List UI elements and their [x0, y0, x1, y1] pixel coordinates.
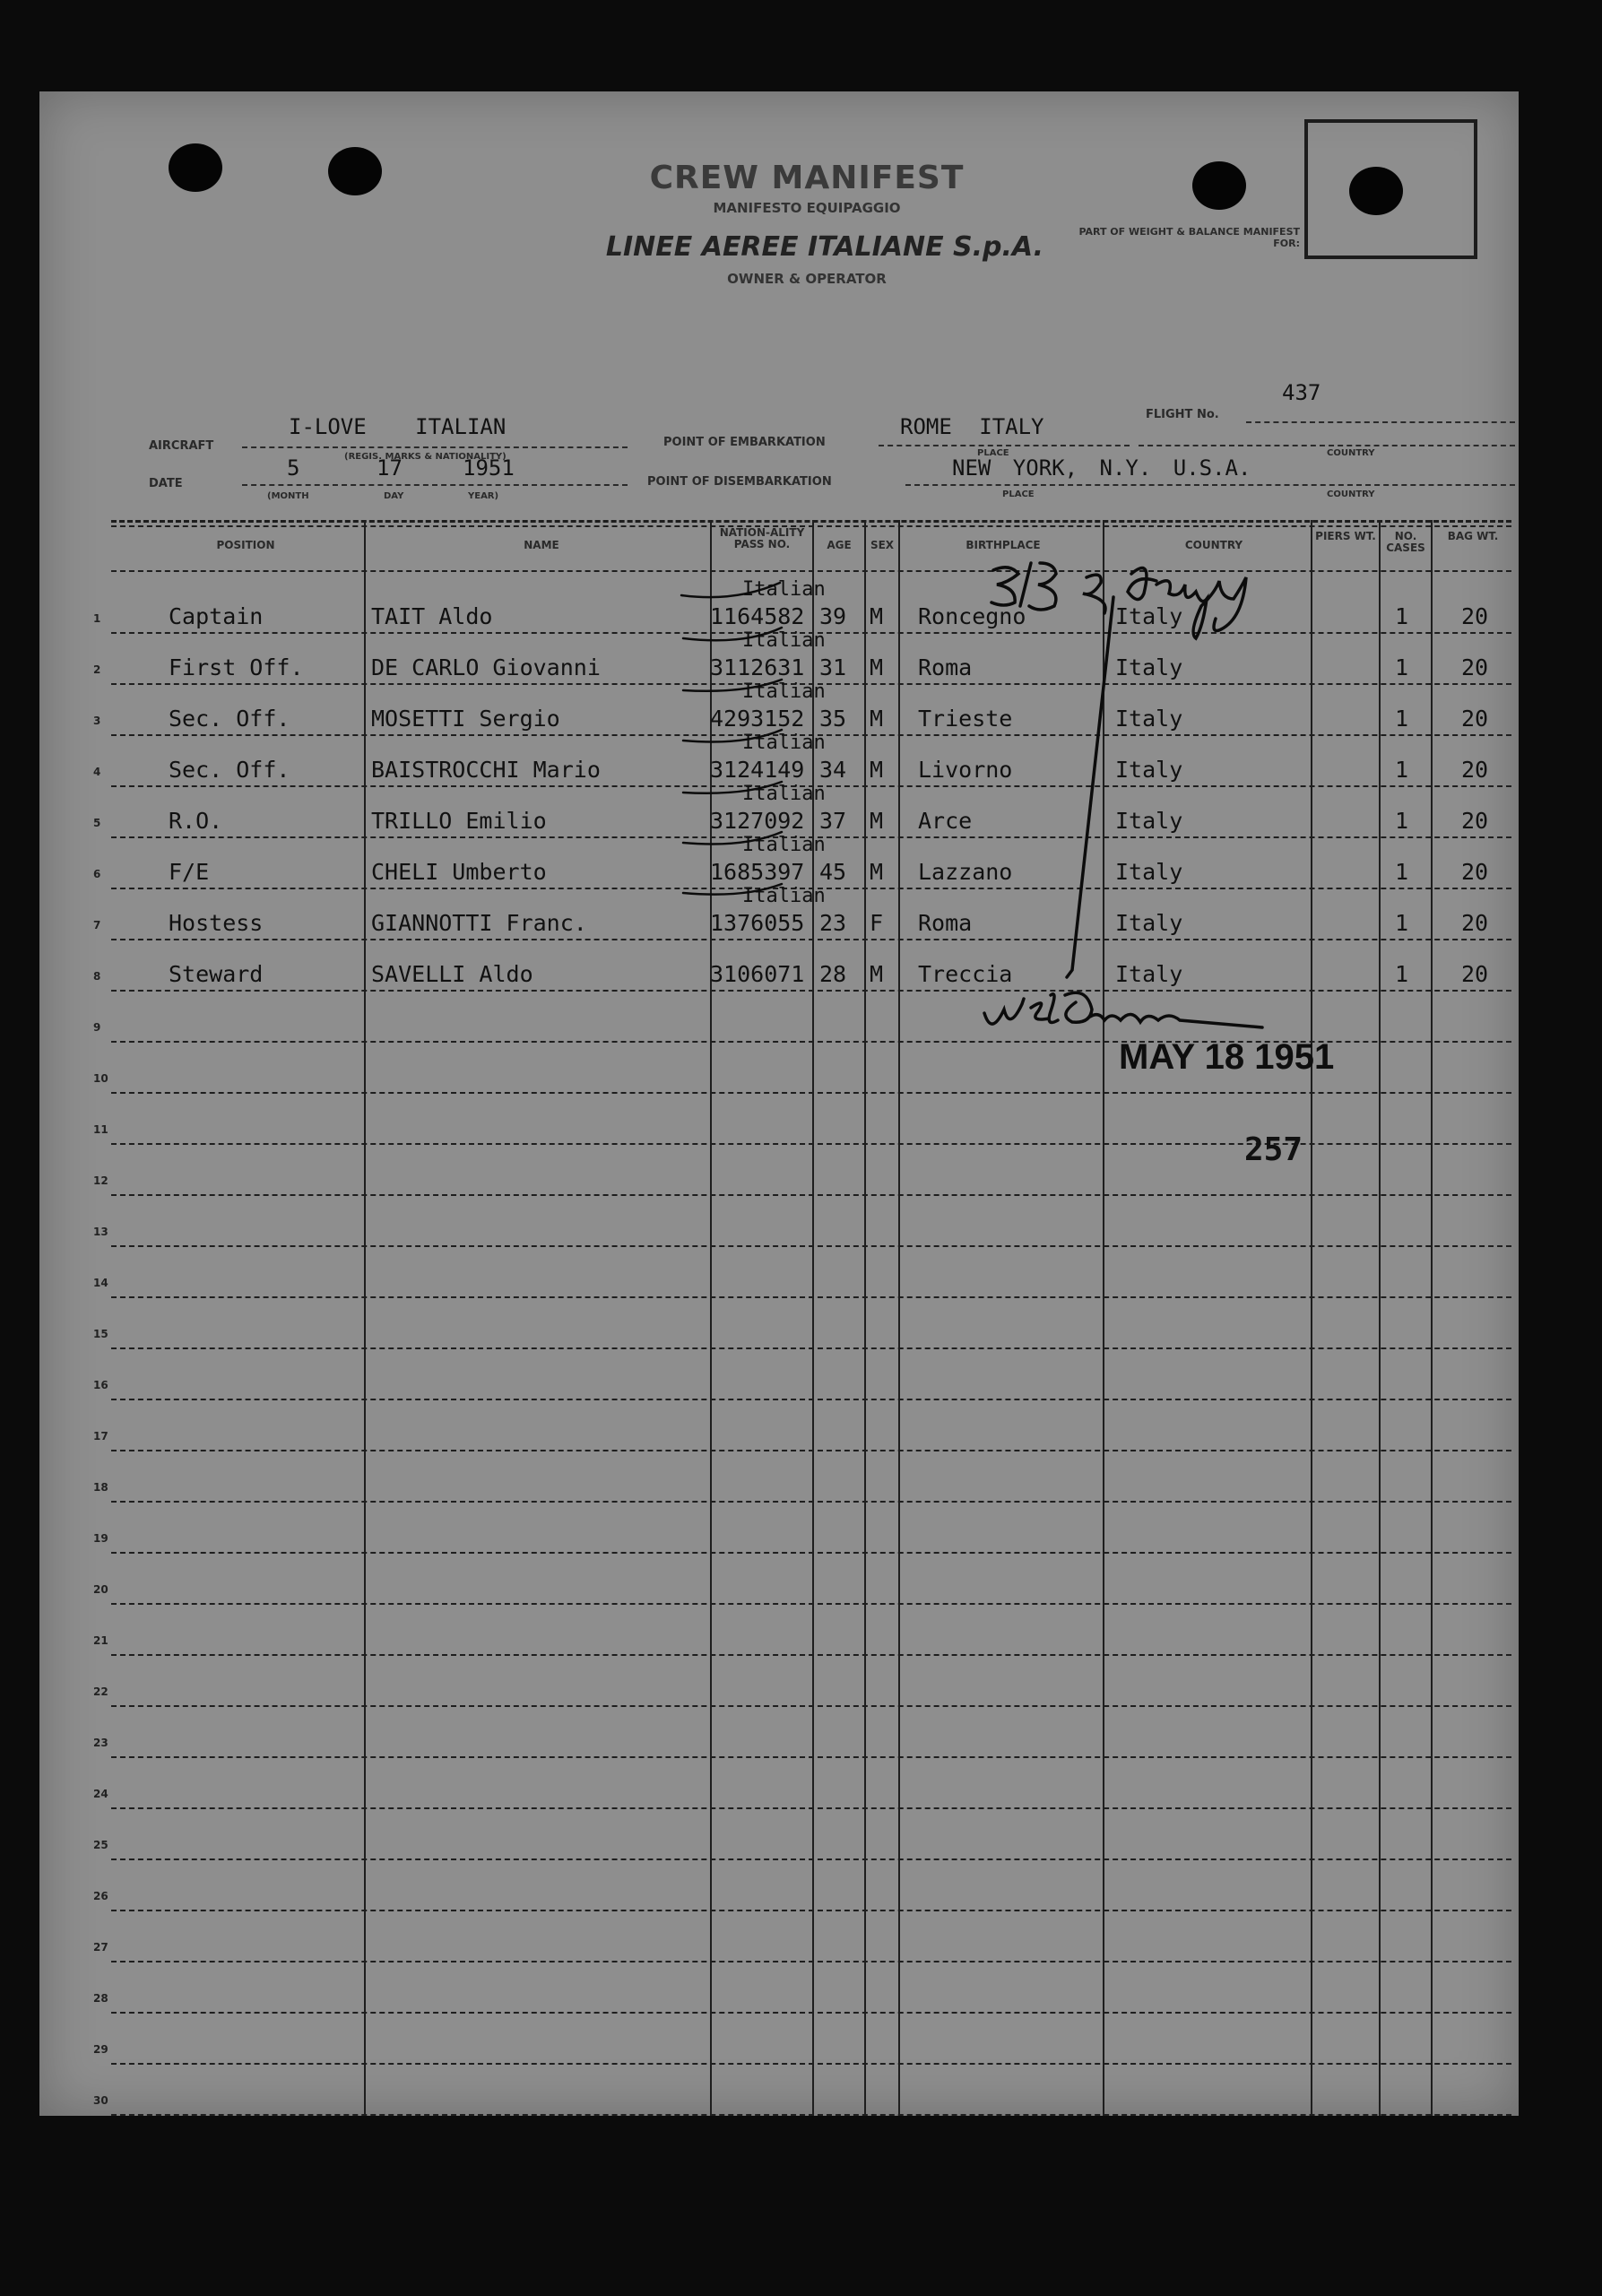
flight-number-value: 437	[1282, 380, 1321, 405]
row-number: 27	[93, 1941, 108, 1954]
row-number: 9	[93, 1021, 101, 1034]
row-number: 20	[93, 1583, 108, 1596]
row-number: 15	[93, 1328, 108, 1340]
airline-logo-text: LINEE AEREE ITALIANE S.p.A.	[605, 231, 1044, 263]
nationality-scribble-7	[683, 884, 782, 895]
crew-name: SAVELLI Aldo	[371, 961, 533, 987]
col-header-country: COUNTRY	[1184, 539, 1243, 551]
row-number: 28	[93, 1992, 108, 2005]
crew-sex: M	[870, 603, 884, 629]
crew-pass: 1685397	[710, 859, 805, 885]
row-number: 4	[93, 766, 101, 778]
crew-position: Hostess	[169, 910, 264, 936]
crew-country: Italy	[1115, 808, 1183, 834]
crew-sex: M	[870, 859, 884, 885]
embarkation-place-label: PLACE	[977, 448, 1009, 458]
row-number: 11	[93, 1123, 108, 1136]
crew-pass: 4293152	[710, 706, 805, 732]
embarkation-label: POINT OF EMBARKATION	[663, 436, 826, 449]
crew-nationality: Italian	[742, 885, 826, 907]
crew-age: 28	[819, 961, 847, 987]
row-number: 6	[93, 868, 101, 880]
crew-name: TRILLO Emilio	[371, 808, 547, 834]
nationality-scribble-5	[683, 782, 782, 793]
aircraft-label: AIRCRAFT	[149, 439, 214, 453]
crew-country: Italy	[1115, 654, 1183, 680]
crew-sex: M	[870, 757, 884, 783]
col-header-piers-wt: PIERS WT.	[1315, 530, 1376, 542]
row-number: 30	[93, 2094, 108, 2107]
weight-balance-note: PART OF WEIGHT & BALANCE MANIFEST FOR:	[1078, 226, 1300, 249]
page-subtitle: MANIFESTO EQUIPAGGIO	[713, 200, 901, 216]
crew-position: F/E	[169, 859, 210, 885]
crew-bag-wt: 20	[1461, 757, 1489, 783]
crew-nationality: Italian	[742, 783, 826, 805]
crew-name: DE CARLO Giovanni	[371, 654, 601, 680]
crew-age: 34	[819, 757, 847, 783]
crew-cases: 1	[1395, 757, 1409, 783]
col-header-no-cases: NO. CASES	[1386, 530, 1425, 554]
embarkation-value: ROME ITALY	[900, 414, 1044, 439]
row-number: 2	[93, 663, 101, 676]
row-number: 3	[93, 715, 101, 727]
crew-position: Steward	[169, 961, 264, 987]
crew-birthplace: Livorno	[918, 757, 1013, 783]
month-label: (MONTH	[267, 491, 309, 501]
col-header-bag-wt: BAG WT.	[1447, 530, 1499, 542]
row-number: 24	[93, 1788, 108, 1800]
crew-cases: 1	[1395, 706, 1409, 732]
crew-cases: 1	[1395, 654, 1409, 680]
row-number: 22	[93, 1685, 108, 1698]
crew-cases: 1	[1395, 859, 1409, 885]
crew-nationality: Italian	[742, 680, 826, 703]
crew-position: Sec. Off.	[169, 706, 290, 732]
date-year: 1951	[463, 455, 515, 481]
crew-country: Italy	[1115, 757, 1183, 783]
row-number: 18	[93, 1481, 108, 1494]
disembarkation-value: NEW YORK, N.Y. U.S.A.	[952, 455, 1251, 481]
col-header-age: AGE	[827, 539, 852, 551]
crew-sex: M	[870, 961, 884, 987]
disembarkation-label: POINT OF DISEMBARKATION	[647, 475, 832, 489]
crew-pass: 1164582	[710, 603, 805, 629]
col-header-birthplace: BIRTHPLACE	[966, 539, 1041, 551]
date-label: DATE	[149, 477, 183, 490]
aircraft-sub-label: (REGIS. MARKS & NATIONALITY)	[344, 452, 507, 462]
crew-name: BAISTROCCHI Mario	[371, 757, 601, 783]
crew-position: Sec. Off.	[169, 757, 290, 783]
page-title: CREW MANIFEST	[649, 160, 965, 196]
crew-birthplace: Arce	[918, 808, 973, 834]
crew-cases: 1	[1395, 910, 1409, 936]
row-number: 26	[93, 1890, 108, 1902]
crew-pass: 1376055	[710, 910, 805, 936]
row-number: 13	[93, 1226, 108, 1238]
row-number: 19	[93, 1532, 108, 1545]
crew-country: Italy	[1115, 603, 1183, 629]
crew-bag-wt: 20	[1461, 808, 1489, 834]
nationality-scribble-3	[683, 680, 782, 691]
crew-name: TAIT Aldo	[371, 603, 493, 629]
date-received-stamp: MAY 18 1951	[1119, 1037, 1335, 1077]
crew-age: 23	[819, 910, 847, 936]
crew-bag-wt: 20	[1461, 654, 1489, 680]
row-number: 23	[93, 1737, 108, 1749]
crew-sex: M	[870, 808, 884, 834]
disembarkation-place-label: PLACE	[1002, 490, 1035, 499]
nationality-scribble-6	[683, 832, 782, 845]
crew-birthplace: Roma	[918, 654, 973, 680]
crew-age: 31	[819, 654, 847, 680]
nationality-scribble-1	[681, 583, 780, 597]
crew-birthplace: Roncegno	[918, 603, 1026, 629]
embarkation-country-label: COUNTRY	[1327, 448, 1375, 458]
aircraft-value: I-LOVE ITALIAN	[289, 414, 507, 439]
col-header-name: NAME	[524, 539, 559, 551]
crew-age: 39	[819, 603, 847, 629]
crew-country: Italy	[1115, 910, 1183, 936]
crew-cases: 1	[1395, 961, 1409, 987]
col-header-nationality: NATION-ALITY PASS NO.	[719, 526, 805, 550]
handwritten-note	[992, 563, 1246, 638]
col-header-sex: SEX	[870, 539, 895, 551]
row-number: 1	[93, 612, 101, 625]
owner-operator-label: OWNER & OPERATOR	[727, 271, 887, 287]
crew-sex: F	[870, 910, 884, 936]
crew-age: 45	[819, 859, 847, 885]
crew-position: R.O.	[169, 808, 223, 834]
row-number: 16	[93, 1379, 108, 1391]
crew-pass: 3112631	[710, 654, 805, 680]
row-number: 10	[93, 1072, 108, 1085]
crew-nationality: Italian	[742, 578, 826, 601]
row-number: 29	[93, 2043, 108, 2056]
disembarkation-country-label: COUNTRY	[1327, 490, 1375, 499]
crew-country: Italy	[1115, 859, 1183, 885]
crew-country: Italy	[1115, 961, 1183, 987]
row-number: 14	[93, 1277, 108, 1289]
row-number: 21	[93, 1634, 108, 1647]
crew-age: 37	[819, 808, 847, 834]
crew-bag-wt: 20	[1461, 910, 1489, 936]
crew-bag-wt: 20	[1461, 706, 1489, 732]
crew-bag-wt: 20	[1461, 859, 1489, 885]
crew-nationality: Italian	[742, 629, 826, 652]
crew-birthplace: Roma	[918, 910, 973, 936]
crew-sex: M	[870, 706, 884, 732]
row-number: 7	[93, 919, 101, 931]
crew-pass: 3127092	[710, 808, 805, 834]
crew-bag-wt: 20	[1461, 961, 1489, 987]
crew-position: Captain	[169, 603, 264, 629]
col-header-position: POSITION	[216, 539, 275, 551]
date-month: 5	[287, 455, 300, 481]
crew-nationality: Italian	[742, 834, 826, 856]
day-label: DAY	[384, 491, 404, 501]
crew-birthplace: Lazzano	[918, 859, 1013, 885]
crew-birthplace: Trieste	[918, 706, 1013, 732]
row-number: 8	[93, 970, 101, 983]
crew-name: MOSETTI Sergio	[371, 706, 560, 732]
crew-pass: 3124149	[710, 757, 805, 783]
year-label: YEAR)	[468, 491, 499, 501]
row-number: 5	[93, 817, 101, 829]
crew-country: Italy	[1115, 706, 1183, 732]
nationality-scribble-2	[683, 628, 782, 640]
crew-position: First Off.	[169, 654, 304, 680]
nationality-scribble-4	[683, 730, 782, 742]
crew-bag-wt: 20	[1461, 603, 1489, 629]
crew-cases: 1	[1395, 603, 1409, 629]
row-number: 12	[93, 1174, 108, 1187]
date-day: 17	[377, 455, 403, 481]
crew-cases: 1	[1395, 808, 1409, 834]
crew-pass: 3106071	[710, 961, 805, 987]
stamp-number: 257	[1244, 1131, 1303, 1168]
flight-number-label: FLIGHT No.	[1146, 408, 1219, 421]
vertical-check-line	[1067, 597, 1113, 977]
row-number: 17	[93, 1430, 108, 1443]
crew-nationality: Italian	[742, 732, 826, 754]
row-number: 25	[93, 1839, 108, 1851]
crew-age: 35	[819, 706, 847, 732]
crew-sex: M	[870, 654, 884, 680]
signature	[984, 992, 1262, 1027]
crew-name: GIANNOTTI Franc.	[371, 910, 587, 936]
crew-birthplace: Treccia	[918, 961, 1013, 987]
crew-name: CHELI Umberto	[371, 859, 547, 885]
